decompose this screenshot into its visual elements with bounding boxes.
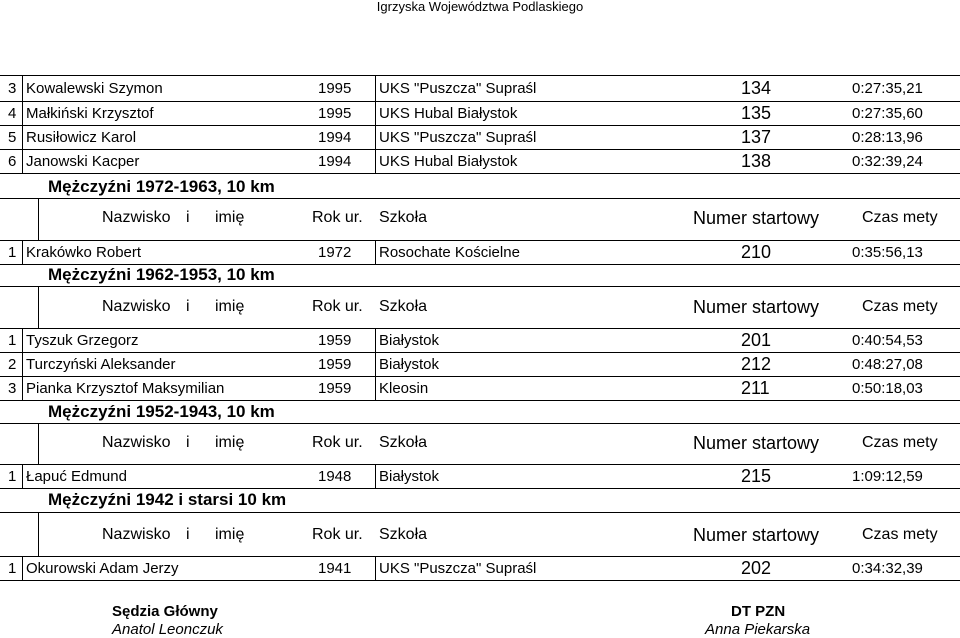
header-bib: Numer startowy (693, 433, 820, 453)
header-bib: Numer startowy (693, 208, 820, 228)
place-cell: 1 (8, 468, 17, 485)
header-time: Czas mety (862, 298, 938, 315)
header-school: Szkoła (379, 298, 428, 315)
year-cell: 1959 (318, 380, 352, 397)
name-cell: Łapuć Edmund (26, 468, 127, 485)
col-divider (375, 464, 376, 488)
name-cell: Pianka Krzysztof Maksymilian (26, 380, 225, 397)
header-name-2: i (186, 298, 190, 315)
place-cell: 3 (8, 80, 17, 97)
header-name-1: Nazwisko (102, 526, 171, 543)
year-cell: 1959 (318, 332, 352, 349)
time-cell: 0:50:18,03 (852, 380, 923, 397)
school-cell: Białystok (379, 356, 440, 373)
header-name-1: Nazwisko (102, 209, 171, 226)
year-cell: 1994 (318, 129, 352, 146)
row-divider (0, 580, 960, 581)
year-cell: 1995 (318, 80, 352, 97)
row-divider (0, 423, 960, 424)
place-cell: 1 (8, 560, 17, 577)
row-divider (0, 512, 960, 513)
year-cell: 1972 (318, 244, 352, 261)
header-school: Szkoła (379, 209, 428, 226)
row-divider (0, 173, 960, 174)
school-cell: Białystok (379, 332, 440, 349)
school-cell: Rosochate Kościelne (379, 244, 520, 261)
year-cell: 1948 (318, 468, 352, 485)
year-cell: 1994 (318, 153, 352, 170)
place-cell: 6 (8, 153, 17, 170)
row-divider (0, 556, 960, 557)
school-cell: UKS "Puszcza" Supraśl (379, 560, 537, 577)
header-year: Rok ur. (312, 434, 363, 451)
row-divider (0, 376, 960, 377)
section-title: Mężczyźni 1972-1963, 10 km (48, 177, 275, 196)
name-cell: Rusiłowicz Karol (26, 129, 137, 146)
place-cell: 1 (8, 332, 17, 349)
col-divider (375, 556, 376, 580)
row-divider (0, 75, 960, 76)
name-cell: Janowski Kacper (26, 153, 140, 170)
header-time: Czas mety (862, 526, 938, 543)
col-divider (22, 328, 23, 400)
row-divider (0, 149, 960, 150)
school-cell: UKS "Puszcza" Supraśl (379, 80, 537, 97)
col-divider (38, 423, 39, 464)
school-cell: Kleosin (379, 380, 429, 397)
header-name-2: i (186, 434, 190, 451)
time-cell: 0:40:54,53 (852, 332, 923, 349)
row-divider (0, 464, 960, 465)
header-name-3: imię (215, 209, 245, 226)
bib-cell: 211 (741, 378, 770, 398)
bib-cell: 134 (741, 78, 772, 98)
school-cell: UKS Hubal Białystok (379, 105, 518, 122)
col-divider (375, 240, 376, 264)
header-time: Czas mety (862, 209, 938, 226)
chief-judge-role: Sędzia Główny (112, 603, 218, 620)
school-cell: UKS "Puszcza" Supraśl (379, 129, 537, 146)
row-divider (0, 125, 960, 126)
header-name-2: i (186, 209, 190, 226)
col-divider (38, 198, 39, 240)
bib-cell: 212 (741, 354, 772, 374)
header-name-3: imię (215, 526, 245, 543)
header-year: Rok ur. (312, 526, 363, 543)
row-divider (0, 352, 960, 353)
row-divider (0, 400, 960, 401)
school-cell: UKS Hubal Białystok (379, 153, 518, 170)
name-cell: Tyszuk Grzegorz (26, 332, 139, 349)
name-cell: Krakówko Robert (26, 244, 142, 261)
time-cell: 0:35:56,13 (852, 244, 923, 261)
time-cell: 0:34:32,39 (852, 560, 923, 577)
header-bib: Numer startowy (693, 525, 820, 545)
header-year: Rok ur. (312, 298, 363, 315)
col-divider (22, 240, 23, 264)
school-cell: Białystok (379, 468, 440, 485)
year-cell: 1995 (318, 105, 352, 122)
time-cell: 0:27:35,21 (852, 80, 923, 97)
header-name-1: Nazwisko (102, 298, 171, 315)
col-divider (22, 464, 23, 488)
section-title: Mężczyźni 1942 i starsi 10 km (48, 490, 287, 509)
bib-cell: 137 (741, 127, 772, 147)
header-school: Szkoła (379, 434, 428, 451)
header-school: Szkoła (379, 526, 428, 543)
col-divider (375, 328, 376, 400)
place-cell: 2 (8, 356, 17, 373)
col-divider (22, 556, 23, 580)
bib-cell: 215 (741, 466, 772, 486)
row-divider (0, 240, 960, 241)
time-cell: 0:32:39,24 (852, 153, 923, 170)
bib-cell: 135 (741, 103, 772, 123)
time-cell: 1:09:12,59 (852, 468, 923, 485)
header-year: Rok ur. (312, 209, 363, 226)
place-cell: 5 (8, 129, 17, 146)
bib-cell: 138 (741, 151, 772, 171)
place-cell: 4 (8, 105, 17, 122)
place-cell: 1 (8, 244, 17, 261)
header-name-3: imię (215, 434, 245, 451)
header-name-3: imię (215, 298, 245, 315)
col-divider (375, 75, 376, 173)
row-divider (0, 286, 960, 287)
col-divider (38, 512, 39, 556)
name-cell: Małkiński Krzysztof (26, 105, 154, 122)
technical-delegate-role: DT PZN (731, 603, 786, 620)
section-title: Mężczyźni 1952-1943, 10 km (48, 402, 275, 421)
row-divider (0, 198, 960, 199)
name-cell: Kowalewski Szymon (26, 80, 163, 97)
section-title: Mężczyźni 1962-1953, 10 km (48, 265, 275, 284)
place-cell: 3 (8, 380, 17, 397)
header-bib: Numer startowy (693, 297, 820, 317)
col-divider (22, 75, 23, 173)
row-divider (0, 101, 960, 102)
time-cell: 0:48:27,08 (852, 356, 923, 373)
chief-judge-name: Anatol Leonczuk (112, 621, 223, 638)
time-cell: 0:27:35,60 (852, 105, 923, 122)
bib-cell: 201 (741, 330, 772, 350)
header-name-1: Nazwisko (102, 434, 171, 451)
bib-cell: 202 (741, 558, 772, 578)
technical-delegate-name: Anna Piekarska (705, 621, 811, 638)
row-divider (0, 328, 960, 329)
row-divider (0, 488, 960, 489)
year-cell: 1941 (318, 560, 352, 577)
col-divider (38, 286, 39, 328)
header-name-2: i (186, 526, 190, 543)
time-cell: 0:28:13,96 (852, 129, 923, 146)
header-time: Czas mety (862, 434, 938, 451)
year-cell: 1959 (318, 356, 352, 373)
name-cell: Okurowski Adam Jerzy (26, 560, 179, 577)
page-header-title: Igrzyska Województwa Podlaskiego (376, 0, 584, 14)
bib-cell: 210 (741, 242, 772, 262)
name-cell: Turczyński Aleksander (26, 356, 176, 373)
